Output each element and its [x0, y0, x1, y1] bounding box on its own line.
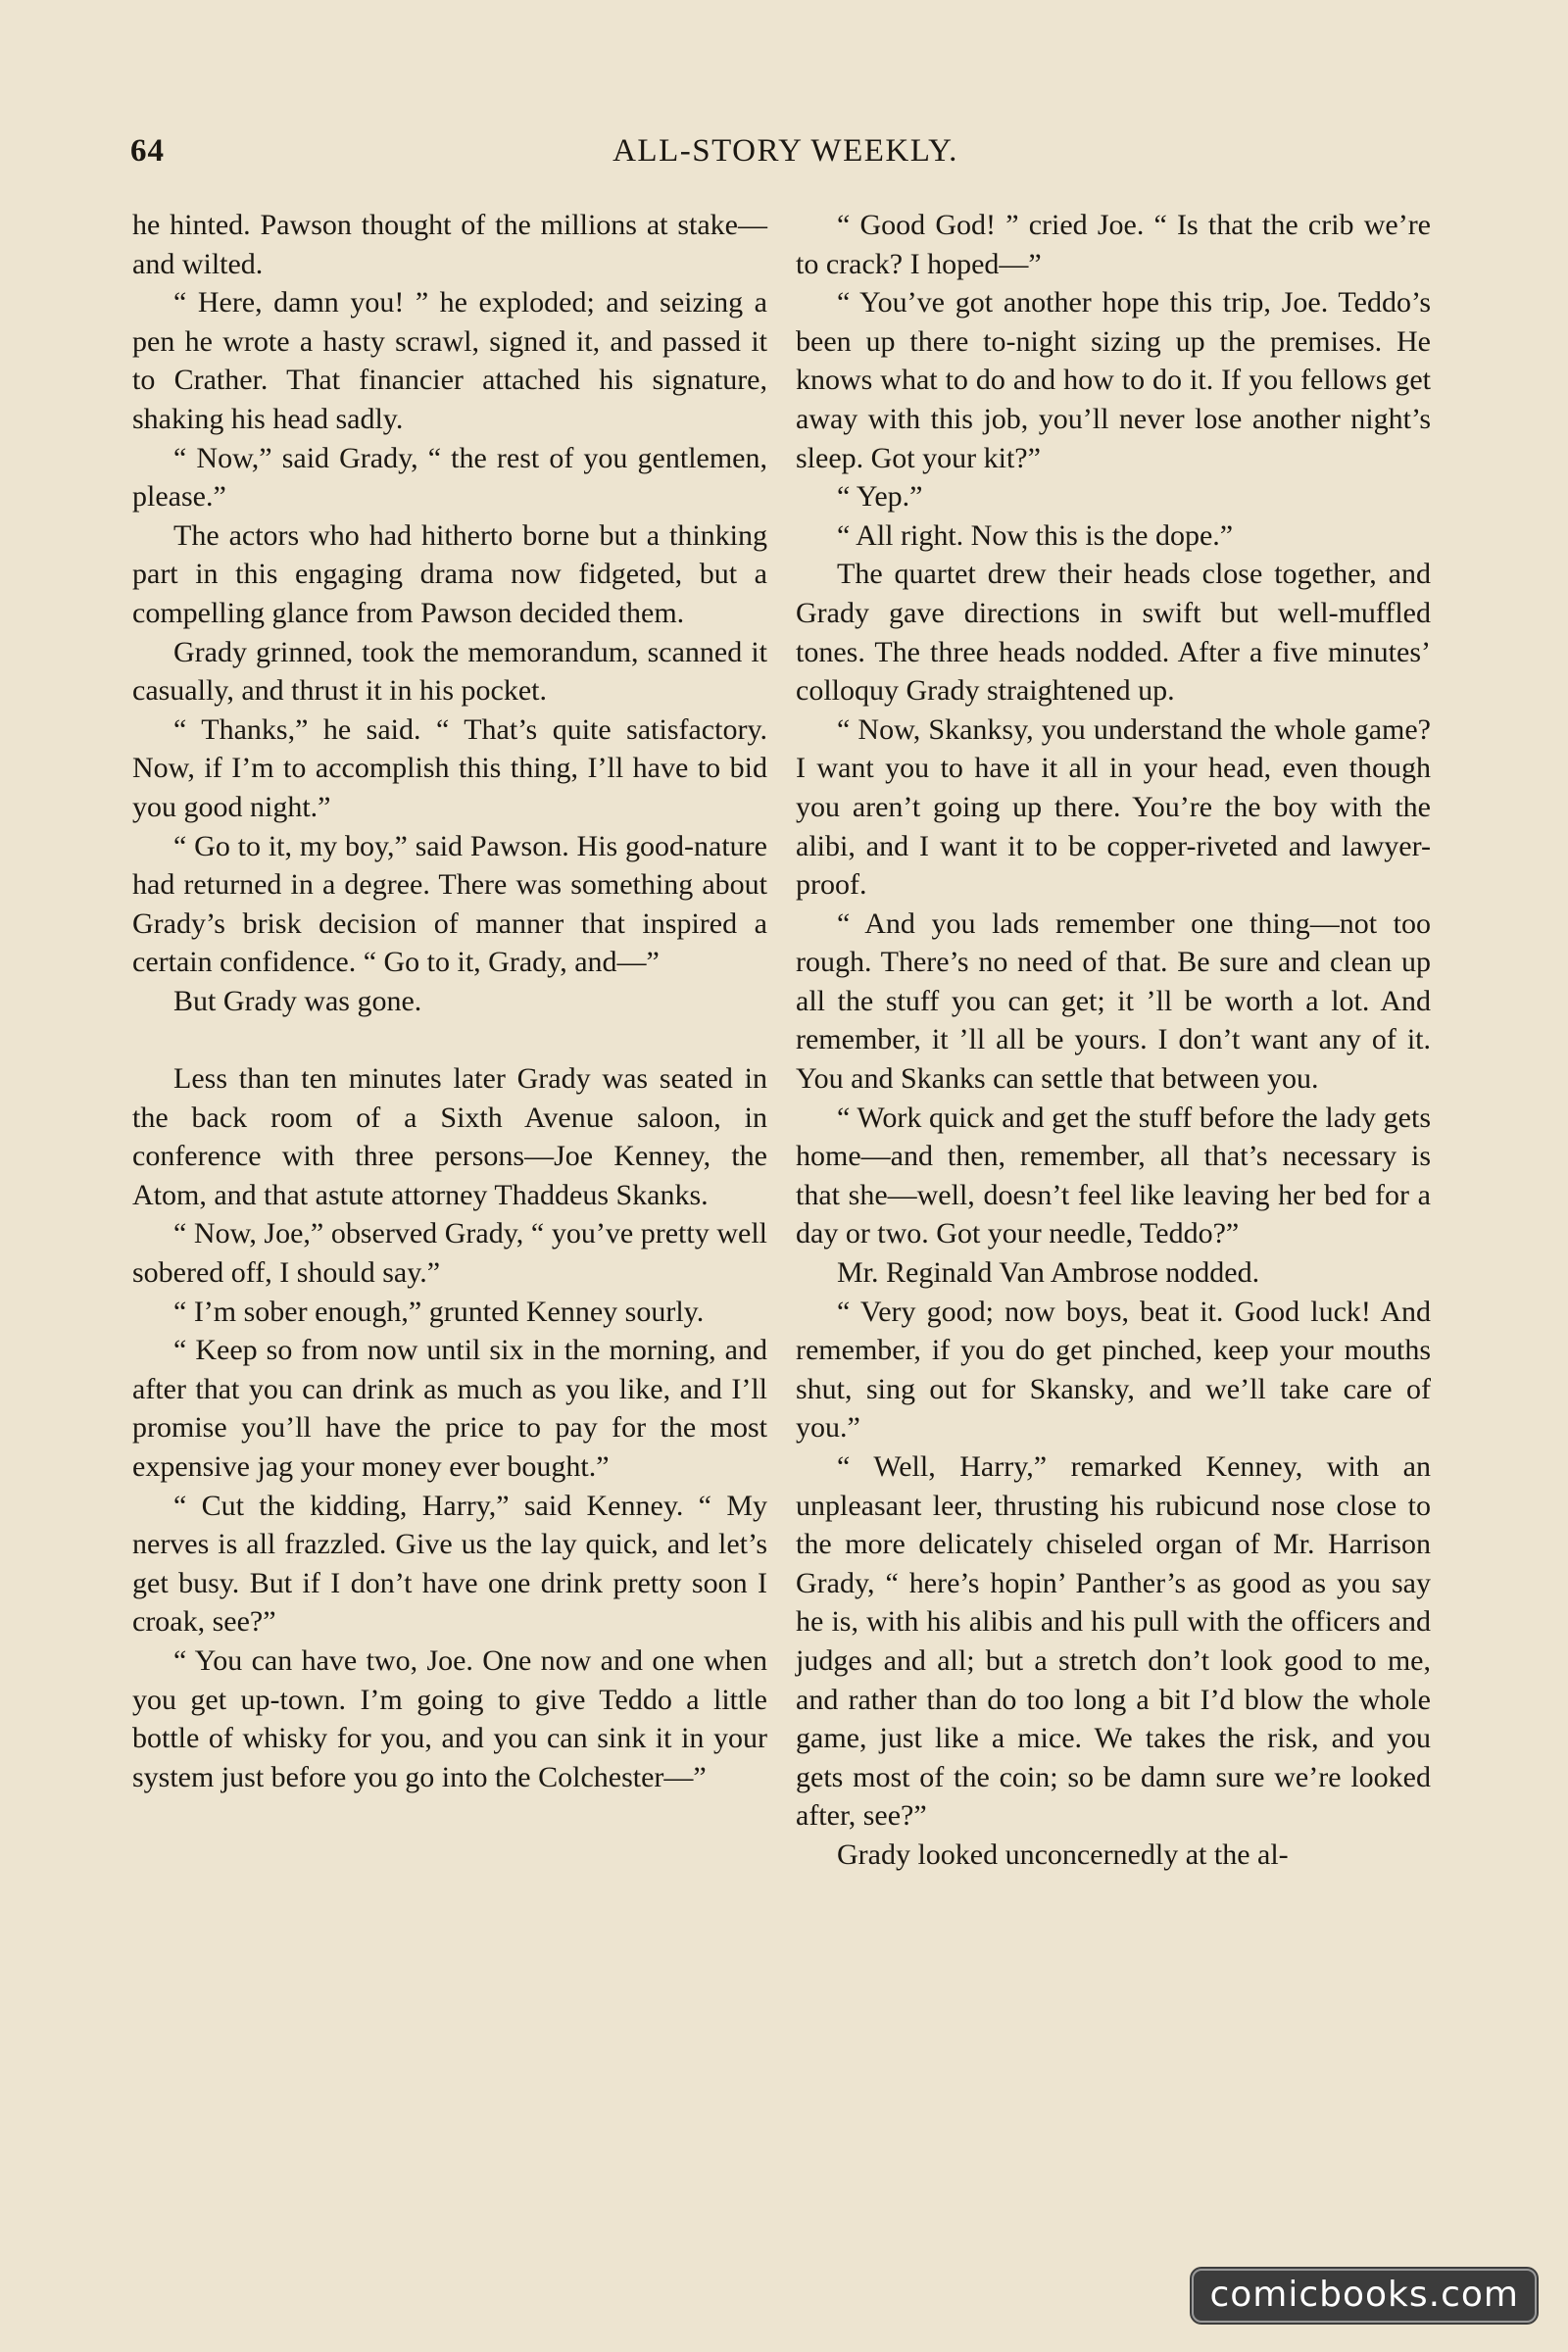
paragraph: “ I’m sober enough,” grunted Kenney sourly. [173, 1295, 705, 1328]
paragraph: “ Now,” said Grady, “ the rest of you gentlemen, please.” [132, 441, 767, 514]
paragraph: “ Very good; now boys, beat it. Good luck! And remember, if you do get pinched, keep your mouths shut, sing out for Skansky, and we’ll take care of you.” [796, 1295, 1431, 1445]
paragraph: “ All right. Now this is the dope.” [837, 518, 1234, 552]
watermark-logo: comicbooks.com [1192, 2269, 1537, 2323]
paragraph: Grady grinned, took the memorandum, scanned it casually, and thrust it in his pocket. [132, 635, 767, 708]
running-head: ALL-STORY WEEKLY. [612, 133, 958, 169]
left-column [132, 206, 767, 1796]
paragraph: “ And you lads remember one thing—not too rough. There’s no need of that. Be sure and clean up all the stuff you can get; it ’ll be worth a lot. And remember, it ’ll all be yours. I don’t want any of it. You and Skanks can settle that between you. [796, 906, 1431, 1096]
paragraph: But Grady was gone. [173, 984, 422, 1017]
right-column [796, 206, 1431, 1875]
paragraph: “ Go to it, my boy,” said Pawson. His good-nature had returned in a degree. There was something about Grady’s brisk decision of manner that inspired a certain confidence. “ Go to it, Grady, and—” [132, 829, 767, 979]
paragraph: he hinted. Pawson thought of the millions at stake—and wilted. [132, 209, 767, 280]
paragraph: “ Now, Joe,” observed Grady, “ you’ve pretty well sobered off, I should say.” [132, 1217, 767, 1290]
paragraph: “ You’ve got another hope this trip, Joe. Teddo’s been up there to-night sizing up the premises. He knows what to do and how to do it. If you fellows get away with this job, you’ll never lose another night’s sleep. Got your kit?” [796, 286, 1431, 474]
paragraph: “ Thanks,” he said. “ That’s quite satisfactory. Now, if I’m to accomplish this thing, I’ll have to bid you good night.” [132, 712, 767, 823]
paragraph: The actors who had hitherto borne but a thinking part in this engaging drama now fidgeted, but a compelling glance from Pawson decided them. [132, 518, 767, 629]
paragraph: “ You can have two, Joe. One now and one when you get up-town. I’m going to give Teddo a little bottle of whisky for you, and you can sink it in your system just before you go into the Colchester—” [132, 1643, 767, 1793]
paragraph: Grady looked unconcernedly at the al- [837, 1838, 1289, 1871]
paragraph: “ Keep so from now until six in the morning, and after that you can drink as much as you like, and I’ll promise you’ll have the price to pay for the most expensive jag your money ever bought.” [132, 1334, 767, 1483]
page-number: 64 [130, 133, 165, 169]
paragraph: Less than ten minutes later Grady was seated in the back room of a Sixth Avenue saloon, in conference with three persons—Joe Kenney, the Atom, and that astute attorney Thaddeus Skanks. [132, 1062, 767, 1211]
paragraph: “ Work quick and get the stuff before the lady gets home—and then, remember, all that’s necessary is that she—well, doesn’t feel like leaving her bed for a day or two. Got your needle, Teddo?” [796, 1101, 1431, 1250]
paragraph: “ Now, Skanksy, you understand the whole game? I want you to have it all in your head, even though you aren’t going up there. You’re the boy with the alibi, and I want it to be copper-riveted and lawyer-proof. [796, 712, 1431, 902]
paragraph: Mr. Reginald Van Ambrose nodded. [837, 1256, 1260, 1290]
paragraph: “ Cut the kidding, Harry,” said Kenney. “ My nerves is all frazzled. Give us the lay quick, and let’s get busy. But if I don’t have one drink pretty soon I croak, see?” [132, 1489, 767, 1639]
page-header [130, 133, 1441, 182]
paragraph: “ Yep.” [837, 480, 923, 514]
paragraph: “ Here, damn you! ” he exploded; and seizing a pen he wrote a hasty scrawl, signed it, and passed it to Crather. That financier attached his signature, shaking his head sadly. [132, 286, 767, 435]
paragraph: “ Good God! ” cried Joe. “ Is that the crib we’re to crack? I hoped—” [796, 209, 1431, 280]
paragraph: “ Well, Harry,” remarked Kenney, with an unpleasant leer, thrusting his rubicund nose close to the more delicately chiseled organ of Mr. Harrison Grady, “ here’s hopin’ Panther’s as good as you say he is, with his alibis and his pull with the officers and judges and all; but a stretch don’t look good to me, and rather than do too long a bit I’d blow the whole game, just like a mice. We takes the risk, and you gets most of the coin; so be damn sure we’re looked after, see?” [796, 1450, 1431, 1833]
paragraph: The quartet drew their heads close together, and Grady gave directions in swift but well-muffled tones. The three heads nodded. After a five minutes’ colloquy Grady straightened up. [796, 558, 1431, 708]
